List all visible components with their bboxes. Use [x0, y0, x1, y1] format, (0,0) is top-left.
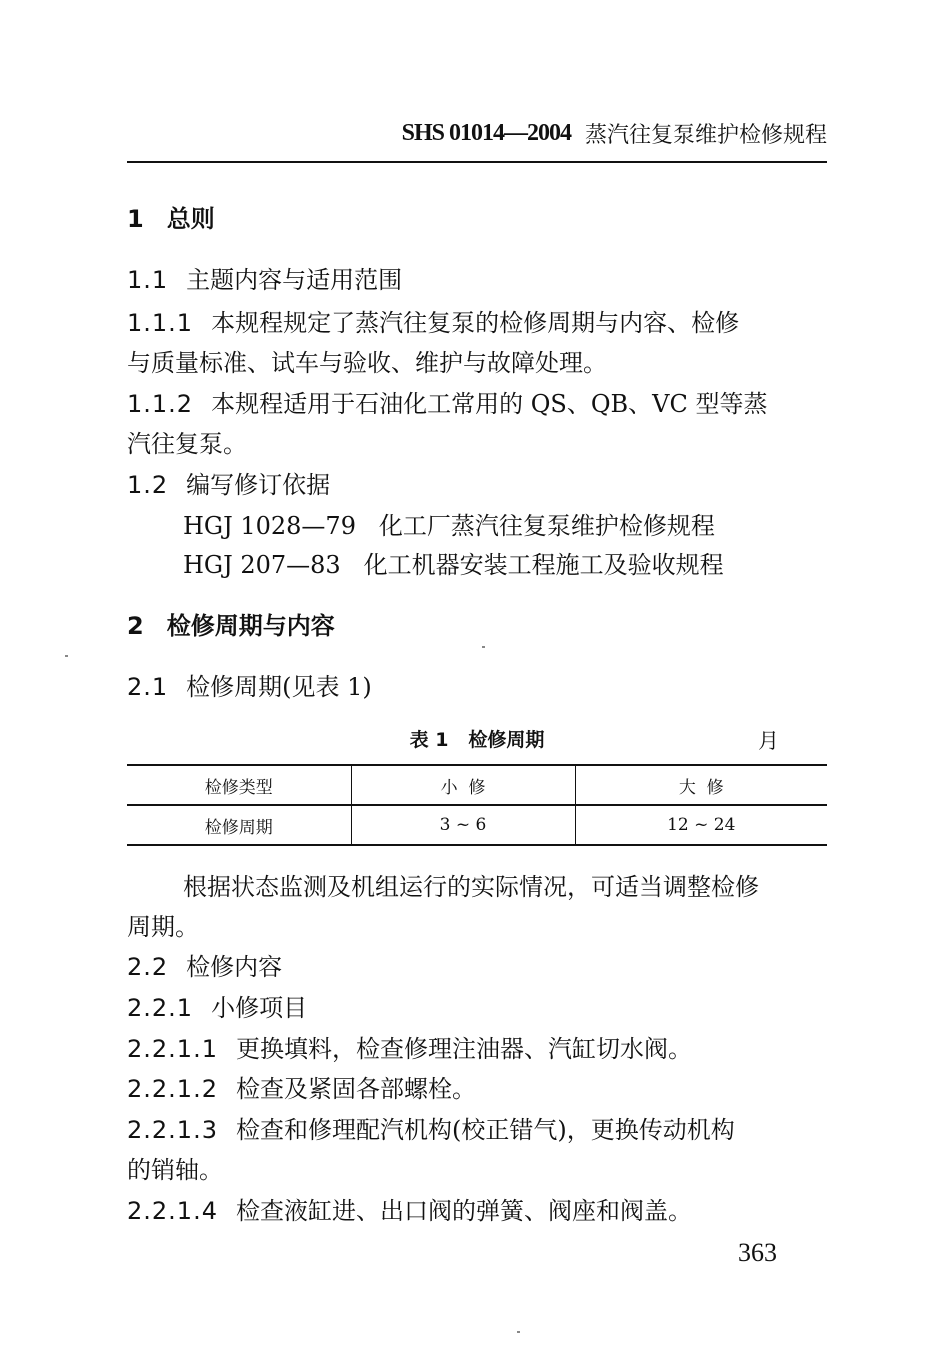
clause-number: 2.1 [127, 673, 169, 701]
table-cell: 12 ~ 24 [575, 805, 827, 845]
clause-text: 本规程规定了蒸汽往复泵的检修周期与内容、检修 [211, 309, 740, 337]
clause-2-2-1-3-line1 [127, 1114, 847, 1146]
clause-1-1-1-line2: 与质量标准、试车与验收、维护与故障处理。 [127, 349, 607, 377]
running-header [127, 118, 827, 158]
clause-2-2-1-1 [127, 1033, 847, 1065]
section-title: 总则 [166, 205, 215, 233]
clause-number: 1.1.1 [127, 309, 194, 337]
page-number: 363 [738, 1238, 777, 1267]
reference-item: HGJ 207—83 化工机器安装工程施工及验收规程 [183, 551, 724, 579]
table-cell: 检修周期 [127, 805, 351, 845]
clause-2-2-1-3-line2: 的销轴。 [127, 1156, 223, 1184]
clause-text: 检查和修理配汽机构(校正错气)，更换传动机构 [235, 1116, 735, 1144]
paragraph-line: 根据状态监测及机组运行的实际情况，可适当调整检修 [183, 873, 759, 901]
scan-speck [65, 655, 68, 657]
section-1-heading [127, 203, 847, 235]
section-2-heading [127, 610, 847, 642]
clause-2-1 [127, 671, 847, 703]
clause-text: 小修项目 [211, 994, 308, 1022]
clause-1-1-2-line2: 汽往复泵。 [127, 430, 247, 458]
clause-number: 2.2 [127, 953, 169, 981]
clause-1-1-1-line1 [127, 307, 847, 339]
clause-text: 检修周期(见表 1) [186, 673, 372, 701]
table-row [127, 805, 827, 845]
paragraph-line: 周期。 [127, 913, 199, 941]
clause-number: 1.2 [127, 471, 169, 499]
maintenance-cycle-table [127, 764, 827, 846]
table-title: 表 1 检修周期 [409, 729, 545, 751]
clause-2-2-1-4 [127, 1195, 847, 1227]
section-number: 1 [127, 205, 145, 233]
clause-2-2-1 [127, 992, 847, 1024]
clause-text: 检查及紧固各部螺栓。 [235, 1075, 476, 1103]
clause-text: 检查液缸进、出口阀的弹簧、阀座和阀盖。 [235, 1197, 692, 1225]
scan-speck [482, 646, 485, 648]
clause-number: 1.1.2 [127, 390, 194, 418]
standard-code: SHS 01014—2004 [401, 120, 571, 146]
clause-text: 更换填料，检查修理注油器、汽缸切水阀。 [235, 1035, 692, 1063]
table-caption [127, 725, 827, 755]
clause-1-1 [127, 264, 847, 296]
table-cell: 小 修 [351, 765, 575, 805]
scan-speck [517, 1331, 520, 1333]
table-cell: 检修类型 [127, 765, 351, 805]
clause-number: 1.1 [127, 266, 169, 294]
header-rule [127, 161, 827, 163]
clause-1-1-2-line1 [127, 388, 847, 420]
clause-number: 2.2.1.2 [127, 1075, 218, 1103]
clause-2-2 [127, 951, 847, 983]
reference-item: HGJ 1028—79 化工厂蒸汽往复泵维护检修规程 [183, 512, 715, 540]
section-number: 2 [127, 612, 145, 640]
clause-text: 本规程适用于石油化工常用的 QS、QB、VC 型等蒸 [211, 390, 768, 418]
clause-number: 2.2.1.4 [127, 1197, 218, 1225]
table-cell: 大 修 [575, 765, 827, 805]
clause-1-2 [127, 469, 847, 501]
clause-number: 2.2.1.1 [127, 1035, 218, 1063]
clause-2-2-1-2 [127, 1073, 847, 1105]
table-cell: 3 ~ 6 [351, 805, 575, 845]
header-title: 蒸汽往复泵维护检修规程 [584, 123, 827, 148]
clause-text: 编写修订依据 [186, 471, 331, 499]
table-unit: 月 [758, 729, 779, 753]
clause-text: 主题内容与适用范围 [186, 266, 403, 294]
section-title: 检修周期与内容 [166, 612, 335, 640]
table-row [127, 765, 827, 805]
clause-text: 检修内容 [186, 953, 283, 981]
clause-number: 2.2.1 [127, 994, 194, 1022]
clause-number: 2.2.1.3 [127, 1116, 218, 1144]
